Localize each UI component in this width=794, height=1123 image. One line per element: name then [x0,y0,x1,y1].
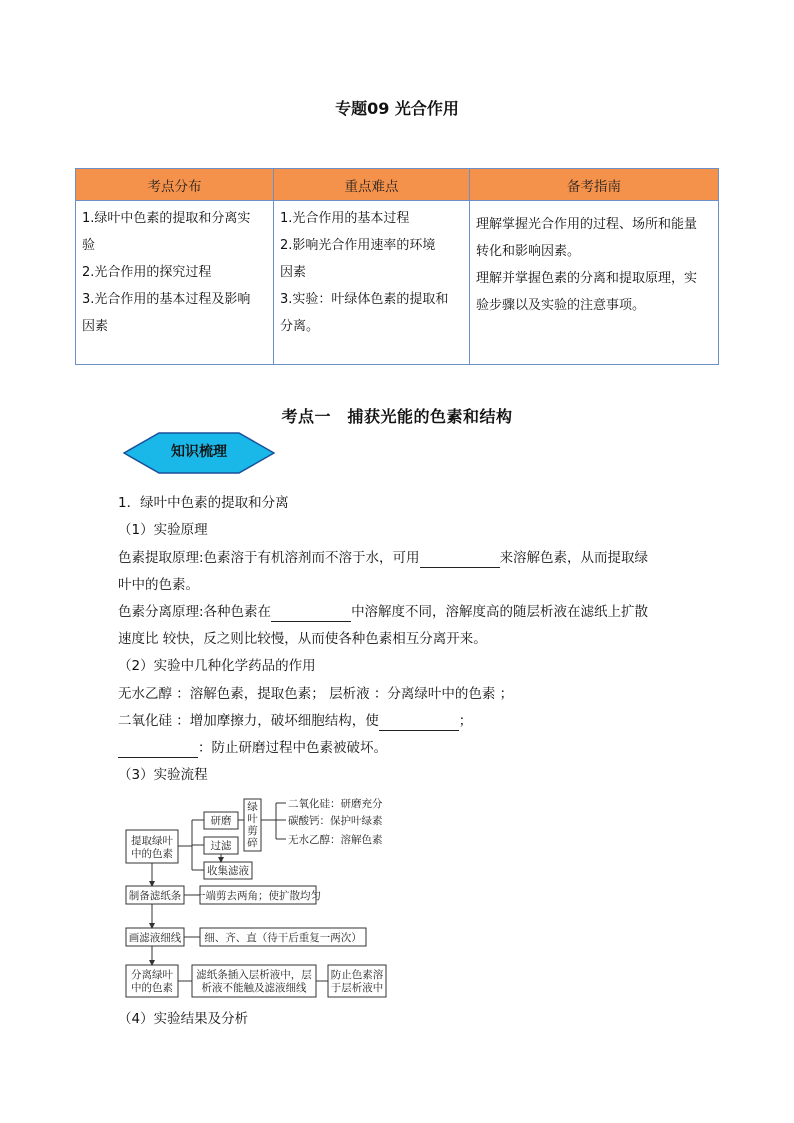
text: 色素提取原理:色素溶于有机溶剂而不溶于水，可用 [118,550,420,566]
cell-line: 2.光合作用的探究过程 [82,265,212,280]
cell-line: 1.光合作用的基本过程 [280,211,410,226]
header-exam-points: 考点分布 [76,169,274,201]
flow-leaf-char: 剪 [247,825,258,837]
flow-caco3-note: 碳酸钙：保护叶绿素 [288,815,383,827]
cell-line: 因素 [280,265,307,280]
paragraph-extraction-principle-cont: 叶中的色素。 [118,577,199,593]
cell-line: 理解掌握光合作用的过程、场所和能量 [476,217,698,232]
heading-pigment-extraction: 1．绿叶中色素的提取和分离 [118,495,289,511]
experiment-flowchart [120,793,390,998]
subheading-reagents: （2）实验中几种化学药品的作用 [118,658,316,674]
paragraph-caco3 [118,738,387,758]
cell-line: 验 [82,238,96,253]
text: 色素分离原理:各种色素在 [118,604,272,620]
flow-separate-note: 滤纸条插入层析液中，层 [196,969,312,981]
text: ：防止研磨过程中色素被破坏。 [198,740,387,756]
section-title: 考点一 捕获光能的色素和结构 [281,407,513,426]
flow-separate-label: 分离绿叶 [131,969,173,981]
fill-blank [420,552,500,568]
page-title: 专题09 光合作用 [335,99,459,118]
cell-line: 转化和影响因素。 [476,244,581,259]
flow-leaf-char: 绿 [247,801,258,813]
flow-paper-note: 一端剪去两角；使扩散均匀 [195,890,321,902]
cell-line: 3.实验：叶绿体色素的提取和 [280,292,449,307]
paragraph-separation-principle-cont: 速度比 较快，反之则比较慢，从而使各种色素相互分离开来。 [118,631,487,647]
subheading-procedure: （3）实验流程 [118,767,208,783]
fill-blank [118,742,198,758]
flow-prevent-note: 防止色素溶 [330,969,384,981]
flow-leaf-char: 碎 [247,837,258,849]
flow-leaf-char: 叶 [247,813,258,825]
cell-line: 3.光合作用的基本过程及影响 [82,292,251,307]
flow-line-label: 画滤液细线 [128,932,182,944]
cell-line: 2.影响光合作用速率的环境 [280,238,436,253]
text: 二氧化硅 ：增加摩擦力，破坏细胞结构，使 [118,713,379,729]
paragraph-silica [118,711,472,731]
flow-collect-label: 收集滤液 [207,865,249,877]
paragraph-separation-principle [118,602,648,622]
flow-paper-label: 制备滤纸条 [128,890,182,902]
text: 来溶解色素，从而提取绿 [499,550,649,566]
flow-filter-label: 过滤 [210,840,232,852]
flow-extract-label: 中的色素 [131,848,173,860]
paragraph-ethanol-solvent: 无水乙醇 ：溶解色素，提取色素； 层析液 ：分离绿叶中的色素 ； [118,686,514,702]
cell-line: 理解并掌握色素的分离和提取原理，实 [476,271,698,286]
text: ； [458,713,473,729]
fill-blank [271,606,351,622]
cell-line: 验步骤以及实验的注意事项。 [476,298,646,313]
flow-separate-label: 中的色素 [131,982,173,994]
cell-line: 1.绿叶中色素的提取和分离实 [82,211,251,226]
cell-line: 因素 [82,319,109,334]
paragraph-extraction-principle [118,548,648,568]
fill-blank [379,715,459,731]
text: 中溶解度不同，溶解度高的随层析液在滤纸上扩散 [351,604,649,620]
flow-extract-label: 提取绿叶 [131,835,173,847]
header-key-difficulties: 重点难点 [274,169,470,201]
key-difficulties-cell [274,201,470,365]
flow-prevent-note: 于层析液中 [330,982,384,994]
flow-grind-label: 研磨 [210,815,232,827]
knowledge-badge-label: 知识梳理 [171,444,227,460]
flow-line-note: 细、齐、直（待干后重复一两次） [204,932,362,944]
study-guide-table [75,168,719,365]
flow-silica-note: 二氧化硅：研磨充分 [288,798,383,810]
subheading-principle: （1）实验原理 [118,522,208,538]
flow-separate-note: 析液不能触及滤液细线 [201,982,307,994]
cell-line: 分离。 [280,319,320,334]
flow-ethanol-note: 无水乙醇：溶解色素 [288,834,383,846]
header-prep-guide: 备考指南 [470,169,719,201]
subheading-results: （4）实验结果及分析 [118,1011,249,1027]
prep-guide-cell [470,201,719,365]
exam-points-cell [76,201,274,365]
